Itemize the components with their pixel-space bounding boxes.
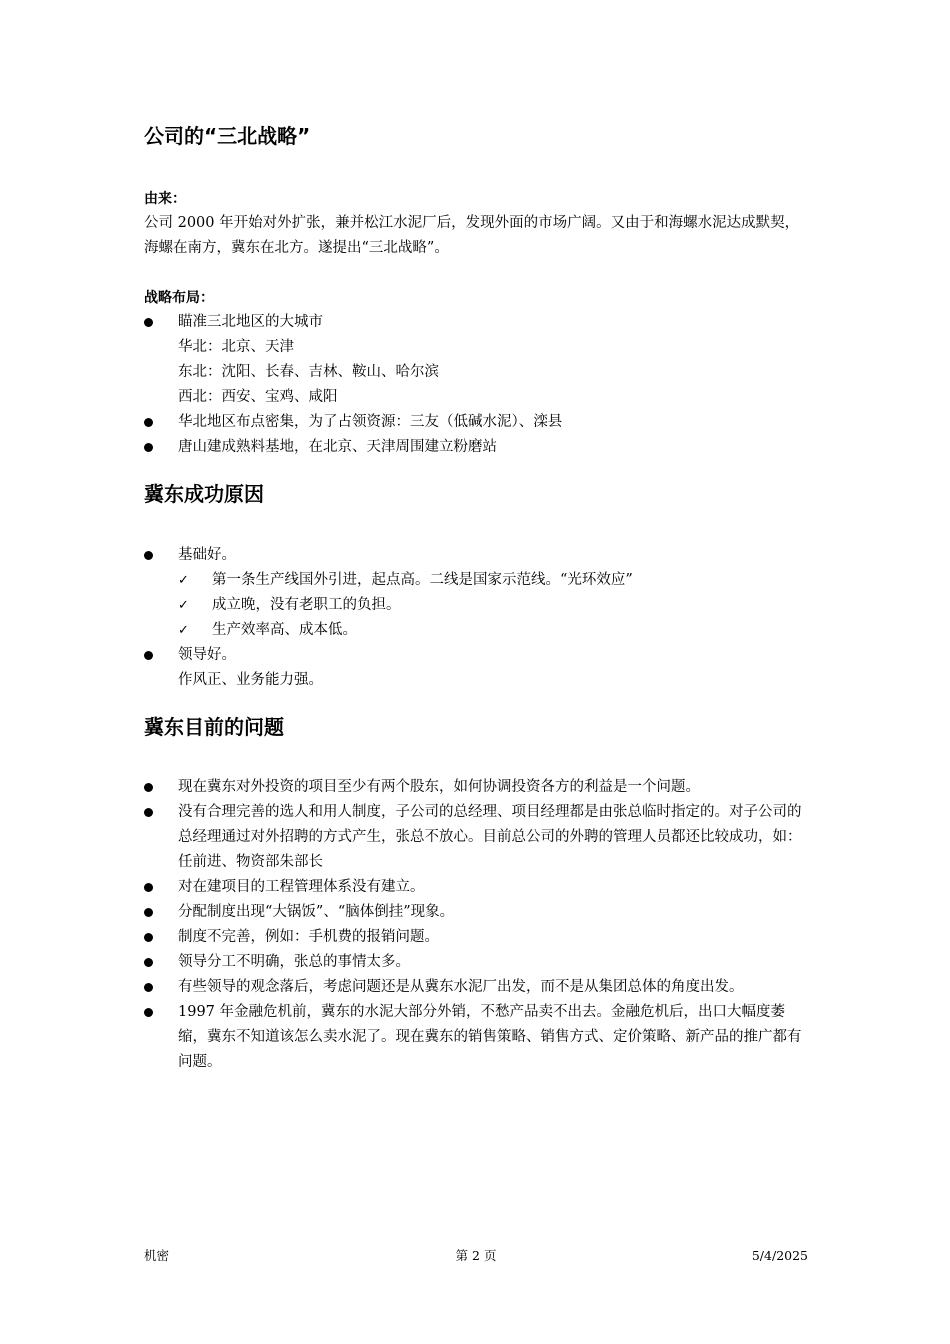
current-problems-list [144, 775, 808, 1075]
list-item-text: 分配制度出现“大锅饭”、“脑体倒挂”现象。 [178, 904, 455, 920]
list-item [144, 410, 808, 435]
success-reasons-list [144, 543, 808, 693]
strategy-layout-list [144, 310, 808, 460]
bullet-icon [144, 318, 153, 327]
list-item-subline: 东北：沈阳、长春、吉林、鞍山、哈尔滨 [178, 364, 439, 380]
list-item-text: 领导分工不明确，张总的事情太多。 [178, 954, 410, 970]
list-item-text: 唐山建成熟料基地，在北京、天津周围建立粉磨站 [178, 439, 497, 455]
bullet-icon [144, 983, 153, 992]
bullet-icon [144, 1008, 153, 1017]
origin-label: 由来： [144, 191, 186, 207]
page-footer [144, 1246, 808, 1266]
list-item-text: 瞄准三北地区的大城市 [178, 314, 323, 330]
check-item [178, 568, 808, 593]
list-item-text: 1997 年金融危机前，冀东的水泥大部分外销，不愁产品卖不出去。金融危机后，出口大幅度萎缩，冀东不知道该怎么卖水泥了。现在冀东的销售策略、销售方式、定价策略、新产品的推广都有问题。 [178, 1004, 802, 1070]
bullet-icon [144, 418, 153, 427]
list-item-text: 现在冀东对外投资的项目至少有两个股东，如何协调投资各方的利益是一个问题。 [178, 779, 700, 795]
check-item [178, 593, 808, 618]
list-item-text: 没有合理完善的选人和用人制度，子公司的总经理、项目经理都是由张总临时指定的。对子公司的总经理通过对外招聘的方式产生，张总不放心。目前总公司的外聘的管理人员都还比较成功，如：任前进、物资部朱部长 [178, 804, 802, 870]
list-item-subline: 华北：北京、天津 [178, 339, 294, 355]
list-item [144, 900, 808, 925]
list-item-text: 华北地区布点密集，为了占领资源：三友（低碱水泥）、滦县 [178, 414, 563, 430]
list-item [144, 543, 808, 643]
strategy-layout-label: 战略布局： [144, 290, 214, 306]
bullet-icon [144, 443, 153, 452]
origin-paragraph: 公司 2000 年开始对外扩张，兼并松江水泥厂后，发现外面的市场广阔。又由于和海螺水泥达成默契，海螺在南方，冀东在北方。遂提出“三北战略”。 [144, 215, 800, 256]
list-item [144, 435, 808, 460]
section-title-current-problems: 冀东目前的问题 [144, 715, 284, 739]
bullet-icon [144, 551, 153, 560]
list-item-subline: 作风正、业务能力强。 [178, 672, 323, 688]
footer-confidential: 机密 [144, 1248, 170, 1263]
list-item [144, 1000, 808, 1075]
footer-date: 5/4/2025 [751, 1248, 808, 1263]
list-item [144, 875, 808, 900]
list-item-text: 有些领导的观念落后，考虑问题还是从冀东水泥厂出发，而不是从集团总体的角度出发。 [178, 979, 744, 995]
checkmark-icon: ✓ [178, 623, 189, 638]
checkmark-icon: ✓ [178, 573, 189, 588]
check-item [178, 618, 808, 643]
bullet-icon [144, 783, 153, 792]
list-item [144, 950, 808, 975]
list-item-text: 对在建项目的工程管理体系没有建立。 [178, 879, 425, 895]
list-item [144, 925, 808, 950]
check-item-text: 第一条生产线国外引进，起点高。二线是国家示范线。“光环效应” [212, 572, 633, 588]
bullet-icon [144, 883, 153, 892]
list-item-text: 基础好。 [178, 547, 236, 563]
list-item-subline: 西北：西安、宝鸡、咸阳 [178, 389, 338, 405]
list-item-text: 制度不完善，例如：手机费的报销问题。 [178, 929, 439, 945]
list-item [144, 800, 808, 875]
list-item [144, 643, 808, 693]
bullet-icon [144, 808, 153, 817]
bullet-icon [144, 908, 153, 917]
section-title-success-reasons: 冀东成功原因 [144, 482, 264, 506]
footer-page-number: 第 2 页 [455, 1248, 497, 1263]
check-item-text: 成立晚，没有老职工的负担。 [212, 597, 401, 613]
check-list [178, 568, 808, 643]
bullet-icon [144, 958, 153, 967]
check-item-text: 生产效率高、成本低。 [212, 622, 357, 638]
list-item-text: 领导好。 [178, 647, 236, 663]
list-item [144, 310, 808, 410]
section-title-three-north-strategy: 公司的“三北战略” [144, 124, 311, 148]
checkmark-icon: ✓ [178, 598, 189, 613]
bullet-icon [144, 651, 153, 660]
list-item [144, 975, 808, 1000]
list-item [144, 775, 808, 800]
bullet-icon [144, 933, 153, 942]
